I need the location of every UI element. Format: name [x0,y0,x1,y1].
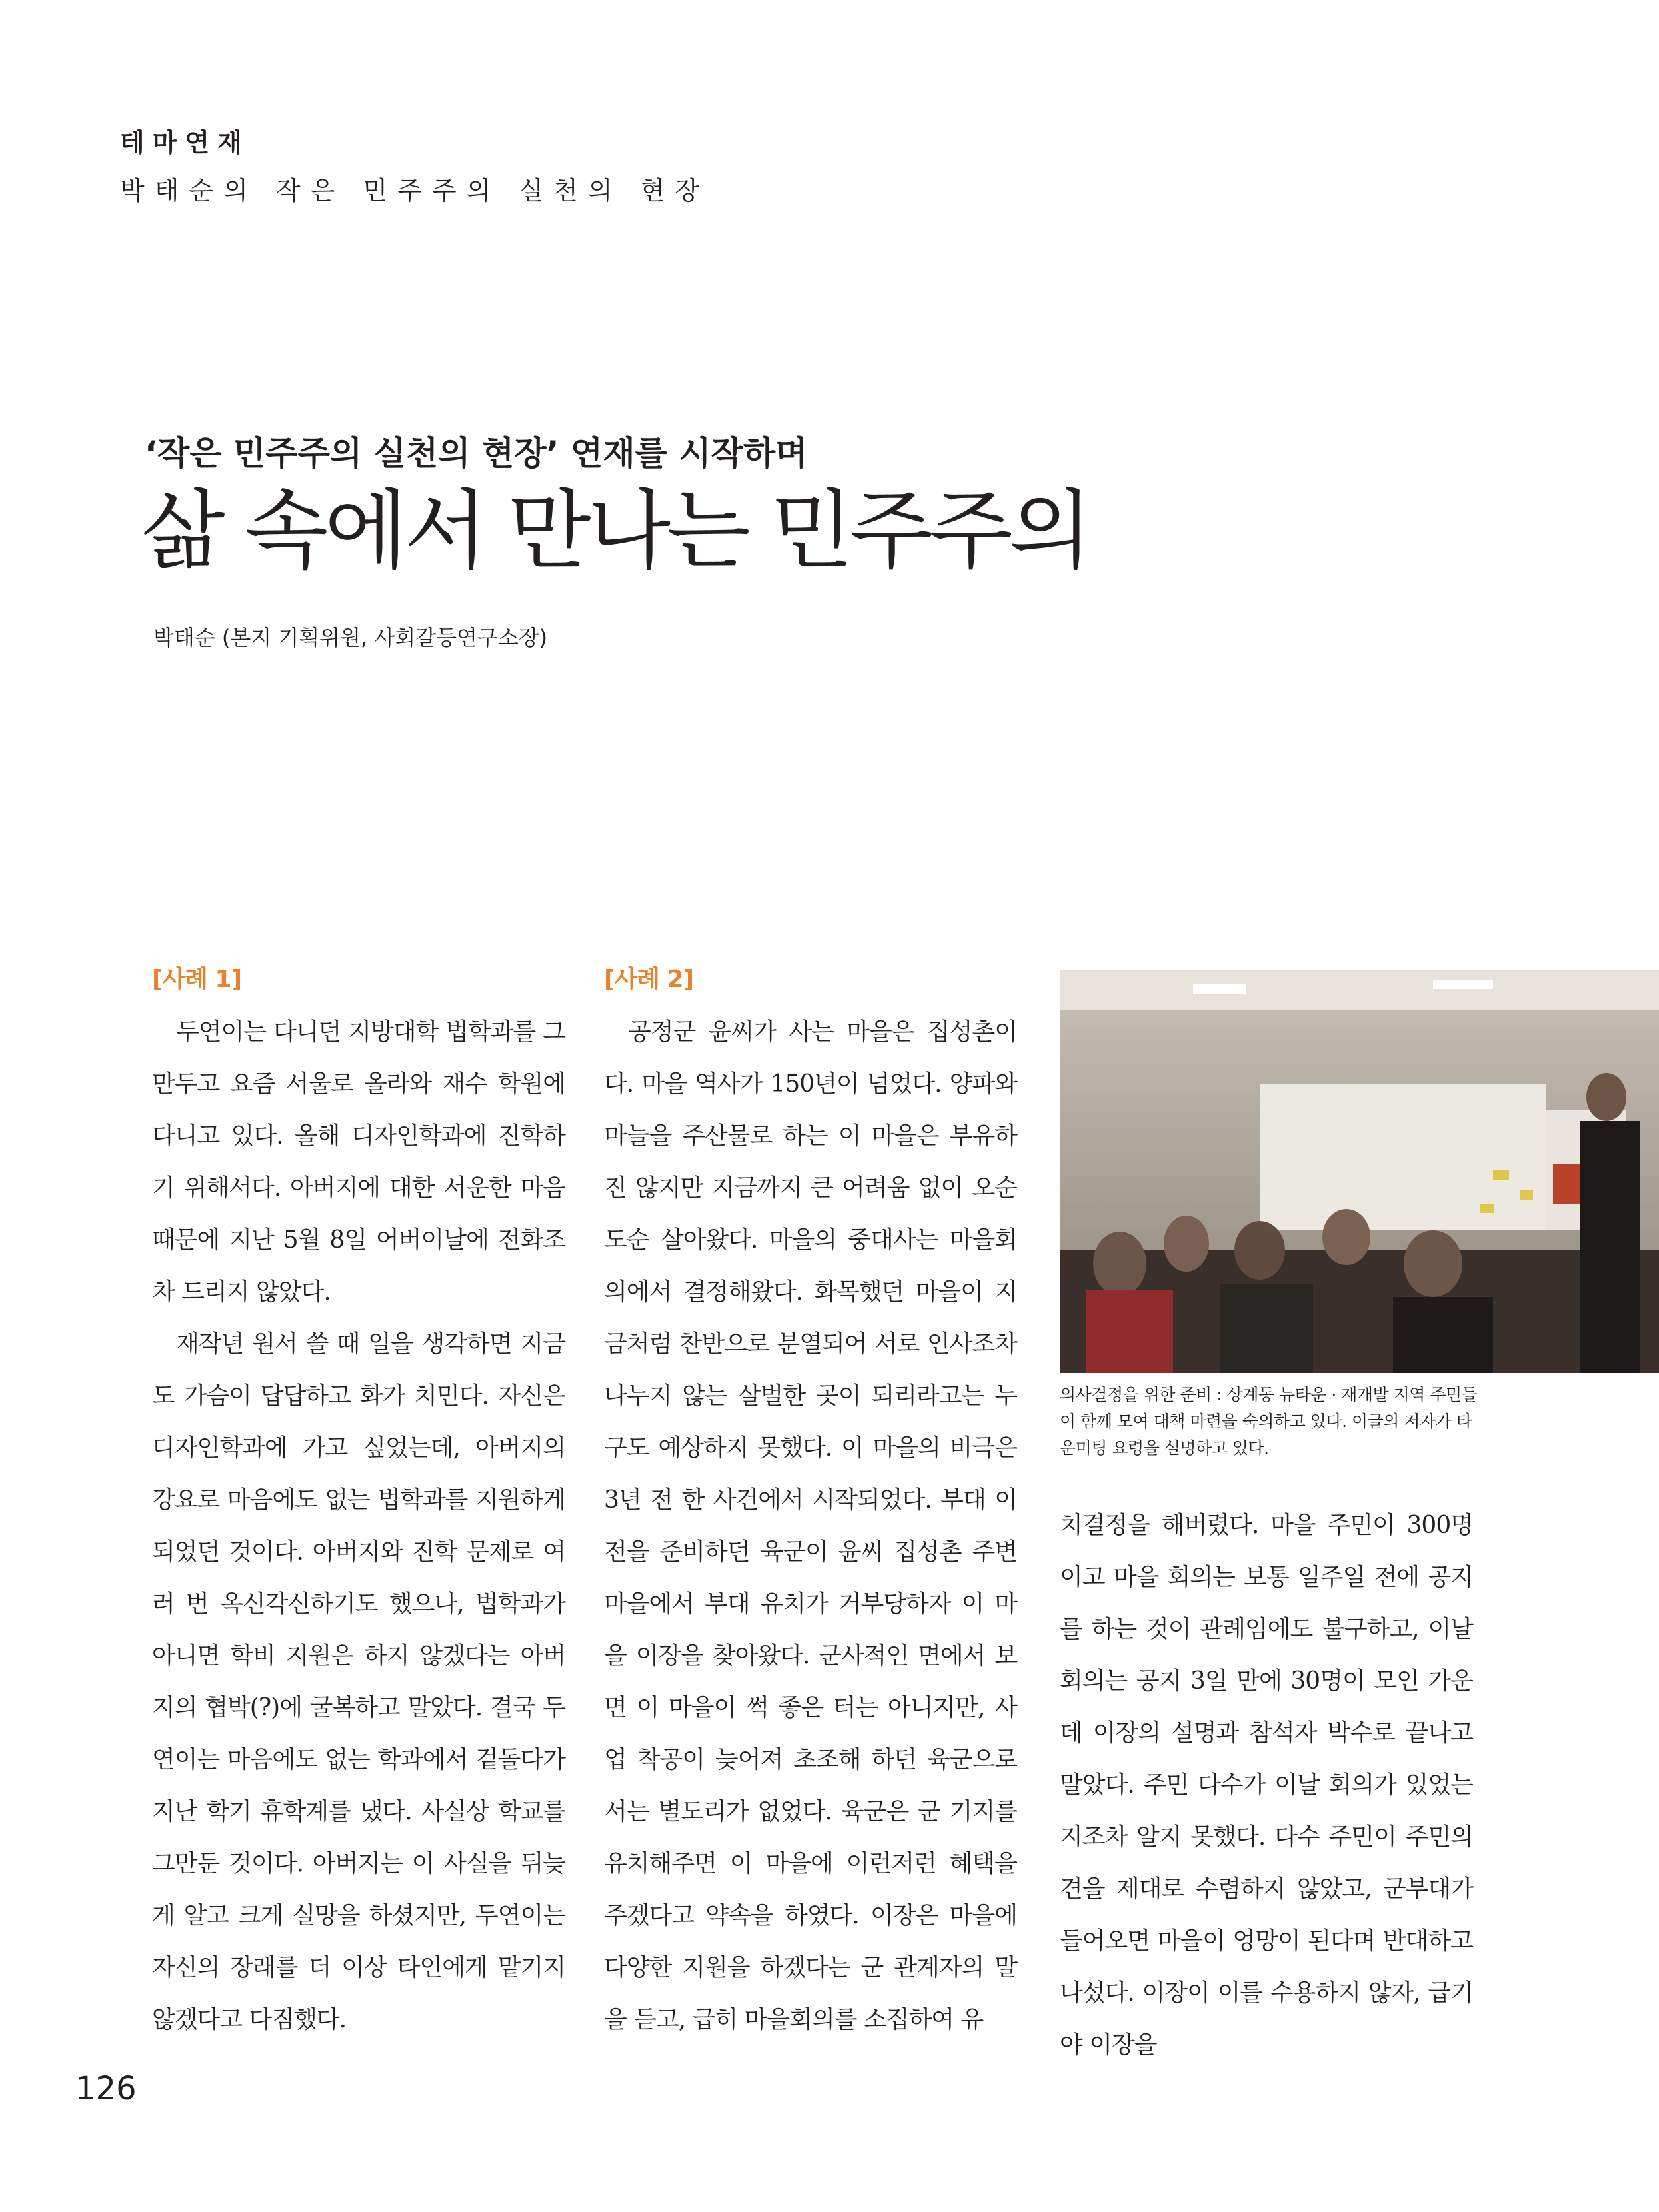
case-2-paragraph: 공정군 윤씨가 사는 마을은 집성촌이다. 마을 역사가 150년이 넘었다. 양파와 마늘을 주산물로 하는 이 마을은 부유하진 않지만 지금까지 큰 어려움 없이 오순도순 살아왔다. 마을의 중대사는 마을회의에서 결정해왔다. 화목했던 마을이 지금처럼 찬반으로 분열되어 서로 인사조차 나누지 않는 살벌한 곳이 되리라고는 누구도 예상하지 못했다. 이 마을의 비극은 3년 전 한 사건에서 시작되었다. 부대 이전을 준비하던 육군이 윤씨 집성촌 주변마을에서 부대 유치가 거부당하자 이 마을 이장을 찾아왔다. 군사적인 면에서 보면 이 마을이 썩 좋은 터는 아니지만, 사업 착공이 늦어져 초조해 하던 육군으로서는 별도리가 없었다. 육군은 군 기지를 유치해주면 이 마을에 이런저런 혜택을 주겠다고 약속을 하였다. 이장은 마을에 다양한 지원을 하겠다는 군 관계자의 말을 듣고, 급히 마을회의를 소집하여 유 [604,1018,1017,2033]
case-2-continuation: 치결정을 해버렸다. 마을 주민이 300명이고 마을 회의는 보통 일주일 전에 공지를 하는 것이 관례임에도 불구하고, 이날 회의는 공지 3일 만에 30명이 모인 가운데 이장의 설명과 참석자 박수로 끝나고 말았다. 주민 다수가 이날 회의가 있었는지조차 알지 못했다. 다수 주민이 주민의견을 제대로 수렴하지 않았고, 군부대가 들어오면 마을이 엉망이 된다며 반대하고 나섰다. 이장이 이를 수용하지 않자, 급기야 이장을 [1060,1512,1473,2059]
column-case-2-continued [1060,1500,1473,2071]
meeting-photo-illustration [1060,970,1659,1373]
case-2-heading: [사례 2] [604,966,694,993]
column-case-1 [152,960,565,2046]
article-byline: 박태순 (본지 기획위원, 사회갈등연구소장) [153,625,548,650]
case-1-heading: [사례 1] [152,966,242,993]
case-1-paragraph-2: 재작년 원서 쓸 때 일을 생각하면 지금도 가슴이 답답하고 화가 치민다. 자신은 디자인학과에 가고 싶었는데, 아버지의 강요로 마음에도 없는 법학과를 지원하게 되었던 것이다. 아버지와 진학 문제로 여러 번 옥신각신하기도 했으나, 법학과가 아니면 학비 지원은 하지 않겠다는 아버지의 협박(?)에 굴복하고 말았다. 결국 두연이는 마음에도 없는 학과에서 겉돌다가 지난 학기 휴학계를 냈다. 사실상 학교를 그만둔 것이다. 아버지는 이 사실을 뒤늦게 알고 크게 실망을 하셨지만, 두연이는 자신의 장래를 더 이상 타인에게 맡기지 않겠다고 다짐했다. [152,1330,565,2033]
meeting-photo [1060,970,1659,1373]
column-case-2 [604,960,1017,2046]
article-headline: 삶 속에서 만나는 민주주의 [141,480,1089,581]
series-title: 박태순의 작은 민주주의 실천의 현장 [120,176,709,205]
case-1-paragraph-1: 두연이는 다니던 지방대학 법학과를 그만두고 요즘 서울로 올라와 재수 학원에 다니고 있다. 올해 디자인학과에 진학하기 위해서다. 아버지에 대한 서운한 마음 때문에 지난 5월 8일 어버이날에 전화조차 드리지 않았다. [152,1018,565,1306]
series-label: 테마연재 [120,128,250,157]
article-kicker: ‘작은 민주주의 실천의 현장’ 연재를 시작하며 [145,434,808,473]
photo-caption: 의사결정을 위한 준비 : 상계동 뉴타운 · 재개발 지역 주민들이 함께 모여 대책 마련을 숙의하고 있다. 이글의 저자가 타운미팅 요령을 설명하고 있다. [1060,1385,1478,1458]
page-number: 126 [75,2070,137,2107]
